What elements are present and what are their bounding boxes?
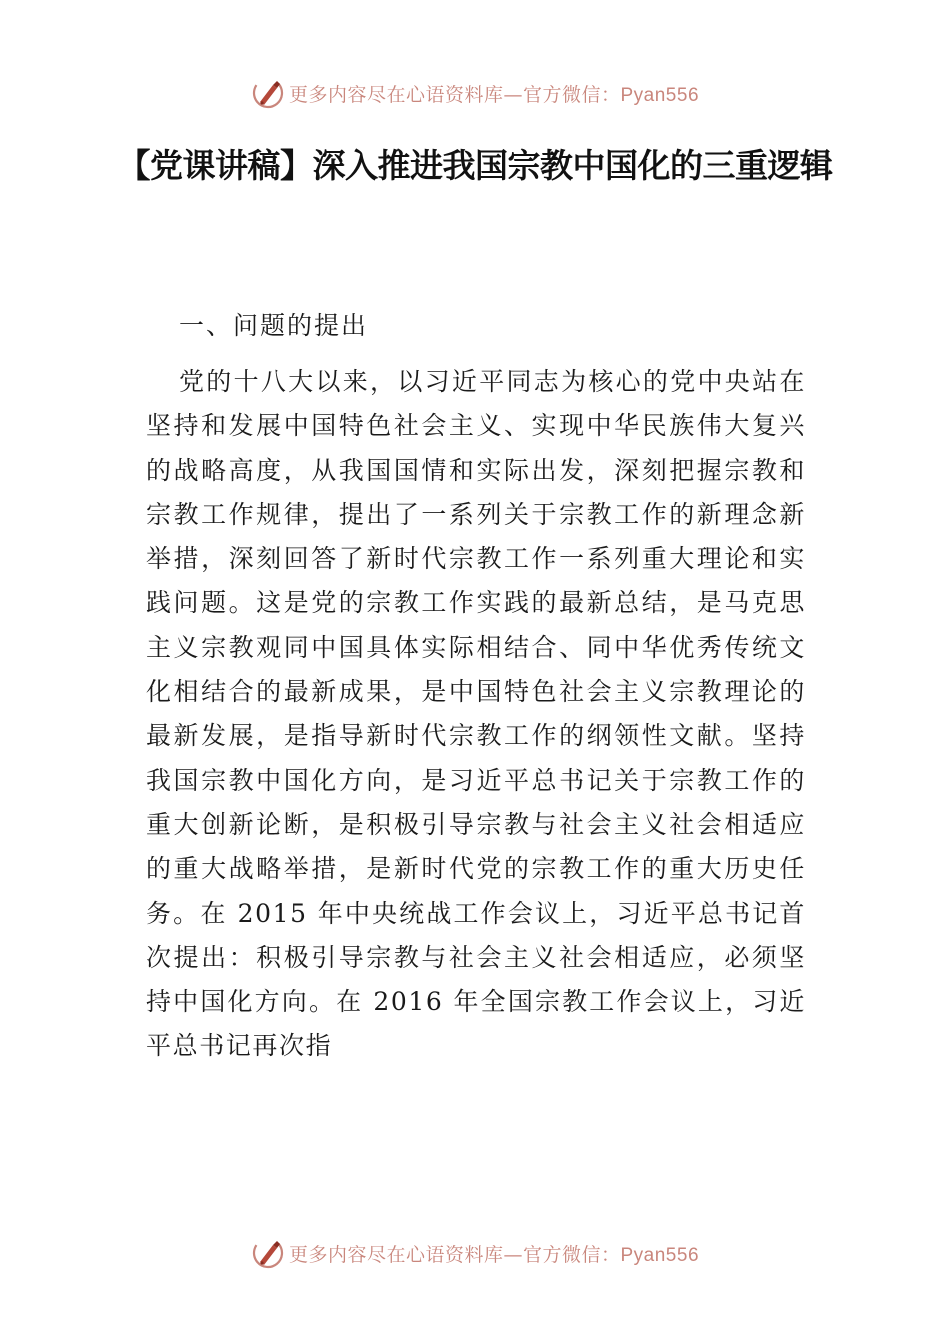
page-title: 【党课讲稿】深入推进我国宗教中国化的三重逻辑: [117, 146, 833, 185]
pen-nib-logo-icon: [251, 76, 285, 110]
watermark-text: 更多内容尽在心语资料库—官方微信：Pyan556: [288, 1243, 700, 1266]
section-heading: 一、问题的提出: [179, 311, 369, 340]
body-paragraph: 党的十八大以来，以习近平同志为核心的党中央站在坚持和发展中国特色社会主义、实现中华民族伟大复兴的战略高度，从我国国情和实际出发，深刻把握宗教和宗教工作规律，提出了一系列关于宗教工作的新理念新举措，深刻回答了新时代宗教工作一系列重大理论和实践问题。这是党的宗教工作实践的最新总结，是马克思主义宗教观同中国具体实际相结合、同中华优秀传统文化相结合的最新成果，是中国特色社会主义宗教理论的最新发展，是指导新时代宗教工作的纲领性文献。坚持我国宗教中国化方向，是习近平总书记关于宗教工作的重大创新论断，是积极引导宗教与社会主义社会相适应的重大战略举措，是新时代党的宗教工作的重大历史任务。在 2015 年中央统战工作会议上，习近平总书记首次提出：积极引导宗教与社会主义社会相适应，必须坚持中国化方向。在 2016 年全国宗教工作会议上，习近平总书记再次指: [146, 367, 806, 1061]
pen-nib-logo-icon: [251, 1236, 285, 1270]
document-body: [146, 304, 806, 1069]
footer-watermark: [0, 1233, 950, 1273]
header-watermark: [0, 73, 950, 113]
watermark-text: 更多内容尽在心语资料库—官方微信：Pyan556: [288, 83, 700, 106]
